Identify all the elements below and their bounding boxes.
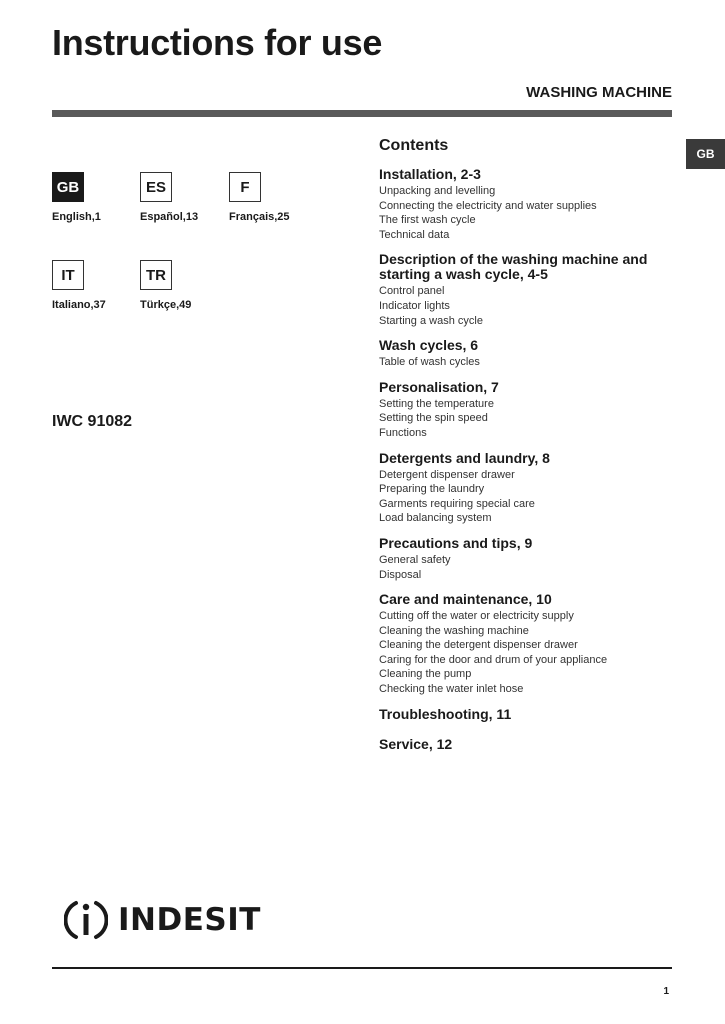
indesit-logo-icon: [64, 897, 108, 943]
section-title[interactable]: Care and maintenance, 10: [379, 591, 552, 608]
section-item: Garments requiring special care: [379, 497, 535, 510]
language-label: Italiano,37: [52, 299, 106, 311]
section-item: Setting the spin speed: [379, 412, 488, 425]
section-item: Cutting off the water or electricity supply: [379, 610, 574, 623]
section-item: Checking the water inlet hose: [379, 683, 524, 696]
contents-section: [379, 592, 679, 697]
contents-section: [379, 252, 679, 328]
language-option-it[interactable]: [52, 260, 142, 311]
language-code-box[interactable]: IT: [52, 260, 84, 290]
product-type-heading: WASHING MACHINE: [526, 84, 672, 101]
section-item: Preparing the laundry: [379, 483, 485, 496]
section-item: Control panel: [379, 285, 445, 298]
page-number: 1: [663, 986, 669, 997]
language-option-f[interactable]: [229, 172, 319, 223]
language-label: English,1: [52, 211, 101, 223]
language-code-box[interactable]: GB: [52, 172, 84, 202]
section-item: Table of wash cycles: [379, 356, 480, 369]
language-code-box[interactable]: TR: [140, 260, 172, 290]
section-item: Technical data: [379, 228, 450, 241]
table-of-contents: [379, 137, 679, 767]
contents-section: [379, 338, 679, 370]
language-option-gb[interactable]: [52, 172, 142, 223]
indesit-logo: [64, 897, 261, 943]
page-title: Instructions for use: [52, 22, 383, 63]
section-item: Detergent dispenser drawer: [379, 468, 515, 481]
logo-wordmark: INDESIT: [118, 902, 261, 938]
contents-section: [379, 536, 679, 582]
language-code-box[interactable]: ES: [140, 172, 172, 202]
section-item: Caring for the door and drum of your appliance: [379, 653, 608, 666]
section-item: Disposal: [379, 568, 422, 581]
section-item: The first wash cycle: [379, 214, 476, 227]
language-side-tab: GB: [686, 139, 725, 169]
section-title[interactable]: Description of the washing machine and starting a wash cycle, 4-5: [379, 251, 648, 283]
section-item: Starting a wash cycle: [379, 314, 483, 327]
section-item: Cleaning the detergent dispenser drawer: [379, 639, 578, 652]
contents-section: [379, 380, 679, 441]
language-label: Türkçe,49: [140, 299, 192, 311]
section-title[interactable]: Troubleshooting, 11: [379, 705, 512, 722]
section-title[interactable]: Service, 12: [379, 735, 453, 752]
header-rule: [52, 110, 672, 117]
footer-rule: [52, 967, 672, 969]
section-title[interactable]: Detergents and laundry, 8: [379, 449, 550, 466]
section-item: Connecting the electricity and water supplies: [379, 199, 597, 212]
section-title[interactable]: Precautions and tips, 9: [379, 534, 533, 551]
contents-section: [379, 737, 679, 752]
contents-section: [379, 451, 679, 526]
language-code-box[interactable]: F: [229, 172, 261, 202]
contents-section: [379, 707, 679, 722]
language-option-es[interactable]: [140, 172, 230, 223]
section-item: Unpacking and levelling: [379, 185, 496, 197]
section-item: Cleaning the pump: [379, 668, 472, 681]
language-label: Français,25: [229, 211, 290, 223]
contents-sections: [379, 167, 679, 752]
section-item: Load balancing system: [379, 512, 492, 525]
section-item: Indicator lights: [379, 299, 450, 312]
section-title[interactable]: Installation, 2-3: [379, 166, 481, 182]
section-title[interactable]: Wash cycles, 6: [379, 337, 479, 354]
section-item: Setting the temperature: [379, 397, 494, 410]
model-number: IWC 91082: [52, 413, 133, 430]
contents-section: [379, 167, 679, 242]
language-option-tr[interactable]: [140, 260, 230, 311]
section-title[interactable]: Personalisation, 7: [379, 378, 499, 395]
contents-heading: Contents: [379, 137, 449, 154]
section-item: Cleaning the washing machine: [379, 624, 529, 637]
section-item: Functions: [379, 426, 427, 439]
section-item: General safety: [379, 553, 451, 566]
language-label: Español,13: [140, 211, 199, 223]
